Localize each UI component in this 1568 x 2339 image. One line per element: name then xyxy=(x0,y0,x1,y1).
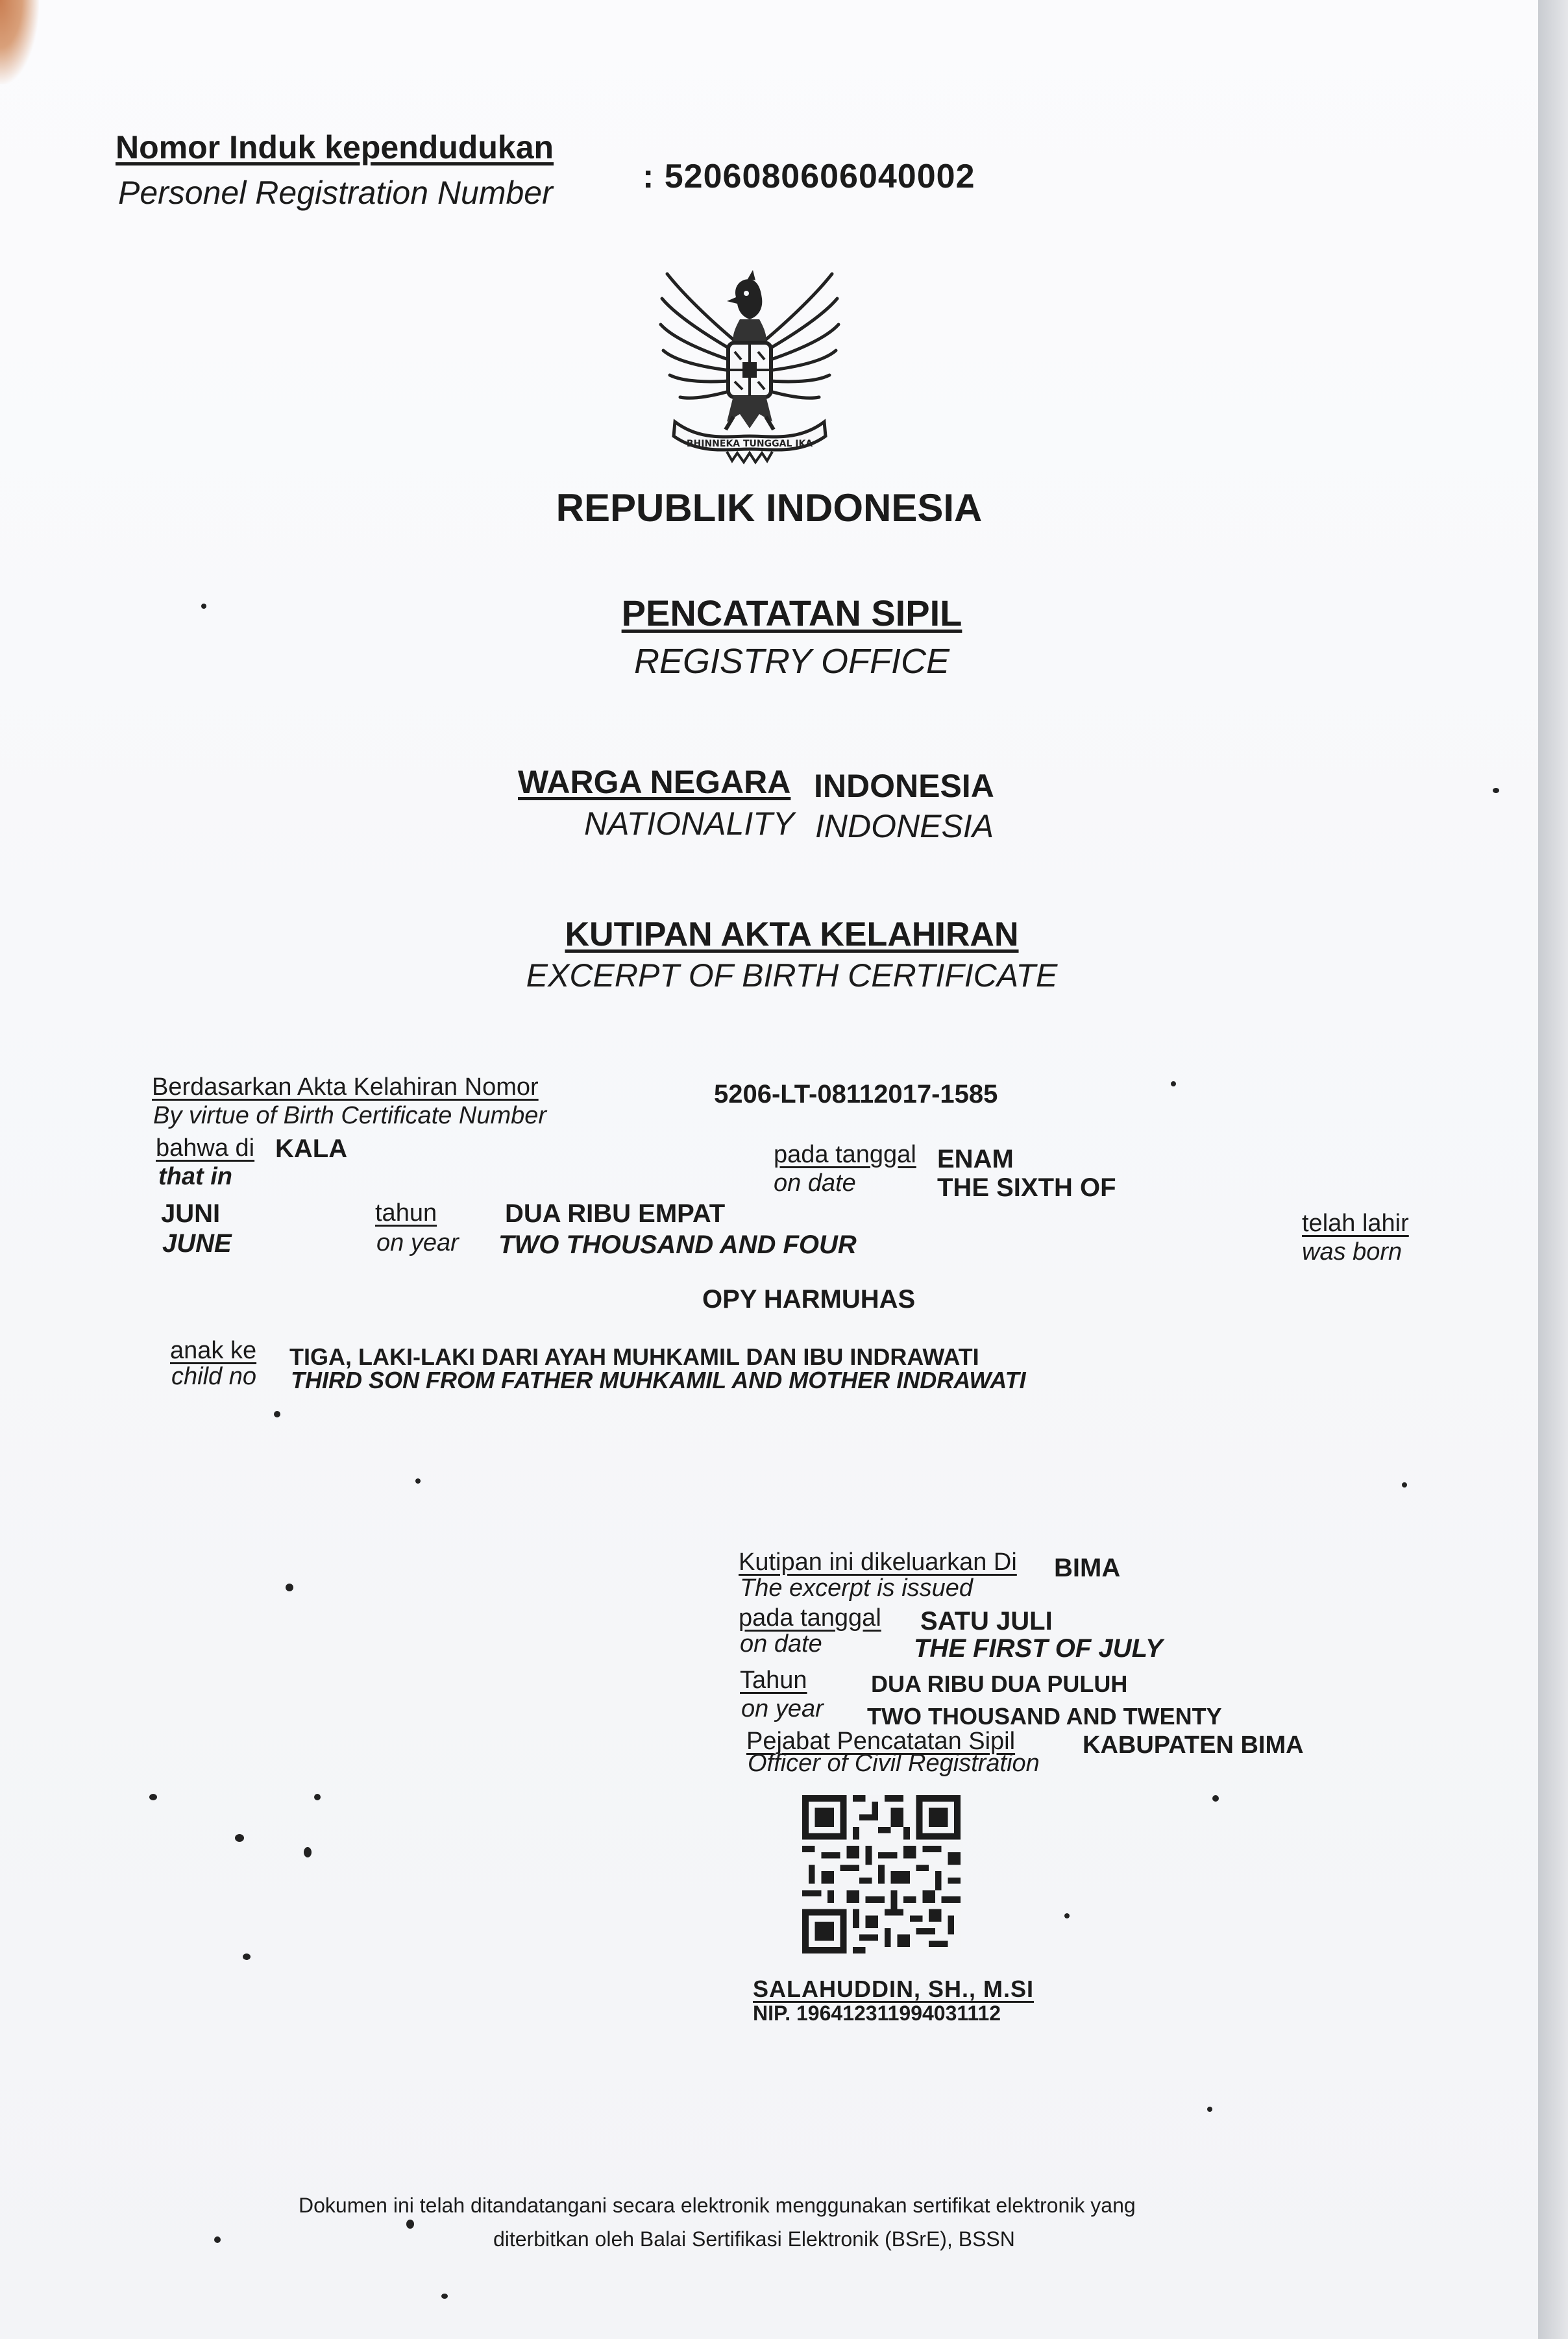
scan-speck xyxy=(314,1794,321,1800)
qr-code-icon xyxy=(802,1795,961,1953)
nationality-value: INDONESIA xyxy=(814,768,994,804)
birth-date-label: pada tanggal xyxy=(774,1141,916,1168)
scan-speck xyxy=(1207,2107,1212,2112)
child-order-value-english: THIRD SON FROM FATHER MUHKAMIL AND MOTHER INDRAWATI xyxy=(291,1367,1026,1393)
place-label-english: that in xyxy=(158,1163,232,1190)
nationality-value-english: INDONESIA xyxy=(815,808,994,844)
emblem-motto: BHINNEKA TUNGGAL IKA xyxy=(686,439,813,449)
birth-year-value-english: TWO THOUSAND AND FOUR xyxy=(498,1231,857,1259)
issued-date-value-english: THE FIRST OF JULY xyxy=(914,1634,1163,1663)
scan-speck xyxy=(201,604,206,609)
issued-year-label: Tahun xyxy=(740,1667,807,1694)
scan-speck xyxy=(286,1584,293,1591)
birth-month: JUNI xyxy=(161,1199,221,1228)
paper-edge-shadow xyxy=(1538,0,1568,2339)
issued-year-label-english: on year xyxy=(741,1695,824,1722)
scan-speck xyxy=(441,2294,448,2299)
place-value: KALA xyxy=(275,1134,348,1163)
child-order-value: TIGA, LAKI-LAKI DARI AYAH MUHKAMIL DAN IBU INDRAWATI xyxy=(289,1343,979,1370)
issued-place-value: BIMA xyxy=(1054,1554,1121,1582)
scan-speck xyxy=(1402,1482,1407,1488)
excerpt-title-english: EXCERPT OF BIRTH CERTIFICATE xyxy=(526,957,1058,994)
nik-label-english: Personel Registration Number xyxy=(118,175,553,211)
birth-date-value-english: THE SIXTH OF xyxy=(937,1173,1116,1202)
issued-date-value: SATU JULI xyxy=(920,1607,1053,1635)
birth-year-label: tahun xyxy=(375,1199,437,1227)
nationality-label-english: NATIONALITY xyxy=(584,805,795,842)
footer-line-1: Dokumen ini telah ditandatangani secara elektronik menggunakan sertifikat elektronik yang xyxy=(299,2194,1136,2217)
nationality-label: WARGA NEGARA xyxy=(518,764,791,800)
birth-year-label-english: on year xyxy=(376,1229,459,1256)
issued-year-value-english: TWO THOUSAND AND TWENTY xyxy=(867,1703,1222,1730)
scan-speck xyxy=(235,1834,244,1842)
signer-name: SALAHUDDIN, SH., M.SI xyxy=(753,1976,1035,2002)
scan-speck xyxy=(304,1847,312,1857)
officer-label: Pejabat Pencatatan Sipil xyxy=(746,1728,1016,1755)
nik-value: : 5206080606040002 xyxy=(643,158,975,195)
birth-month-english: JUNE xyxy=(162,1229,232,1258)
excerpt-title: KUTIPAN AKTA KELAHIRAN xyxy=(565,916,1019,953)
officer-region: KABUPATEN BIMA xyxy=(1083,1732,1304,1759)
issued-place-label: Kutipan ini dikeluarkan Di xyxy=(739,1549,1017,1576)
scan-speck xyxy=(1493,788,1499,793)
garuda-pancasila-emblem-icon xyxy=(655,266,844,467)
born-label: telah lahir xyxy=(1302,1210,1409,1237)
issued-place-label-english: The excerpt is issued xyxy=(740,1574,974,1602)
cert-number-label-english: By virtue of Birth Certificate Number xyxy=(153,1102,547,1129)
signer-nip: NIP. 196412311994031112 xyxy=(753,2002,1001,2025)
child-order-label: anak ke xyxy=(170,1337,257,1364)
issued-date-label-english: on date xyxy=(740,1630,822,1658)
scan-speck xyxy=(415,1478,421,1484)
footer-line-2: diterbitkan oleh Balai Sertifikasi Elektronik (BSrE), BSSN xyxy=(493,2227,1015,2251)
cert-number-label: Berdasarkan Akta Kelahiran Nomor xyxy=(152,1073,539,1101)
republik-title: REPUBLIK INDONESIA xyxy=(556,486,983,530)
cert-number-value: 5206-LT-08112017-1585 xyxy=(714,1080,998,1108)
scan-speck xyxy=(406,2220,414,2229)
issued-date-label: pada tanggal xyxy=(739,1604,881,1632)
birth-date-label-english: on date xyxy=(774,1170,856,1197)
scan-speck xyxy=(274,1411,280,1417)
scan-speck xyxy=(1171,1081,1176,1086)
nik-label: Nomor Induk kependudukan xyxy=(116,129,554,165)
registry-title: PENCATATAN SIPIL xyxy=(621,593,962,633)
corner-shadow xyxy=(0,0,39,84)
scan-speck xyxy=(214,2236,221,2243)
issued-year-value: DUA RIBU DUA PULUH xyxy=(871,1671,1128,1697)
born-label-english: was born xyxy=(1302,1238,1403,1266)
child-order-label-english: child no xyxy=(171,1363,256,1390)
officer-label-english: Officer of Civil Registration xyxy=(748,1750,1040,1777)
scan-speck xyxy=(1212,1795,1219,1802)
scan-speck xyxy=(1064,1913,1070,1918)
scan-speck xyxy=(243,1953,251,1960)
birth-year-value: DUA RIBU EMPAT xyxy=(505,1199,726,1228)
scan-speck xyxy=(149,1794,157,1800)
registry-title-english: REGISTRY OFFICE xyxy=(633,642,950,681)
place-label: bahwa di xyxy=(156,1134,255,1162)
child-name: OPY HARMUHAS xyxy=(702,1285,916,1314)
birth-date-value: ENAM xyxy=(937,1145,1014,1173)
